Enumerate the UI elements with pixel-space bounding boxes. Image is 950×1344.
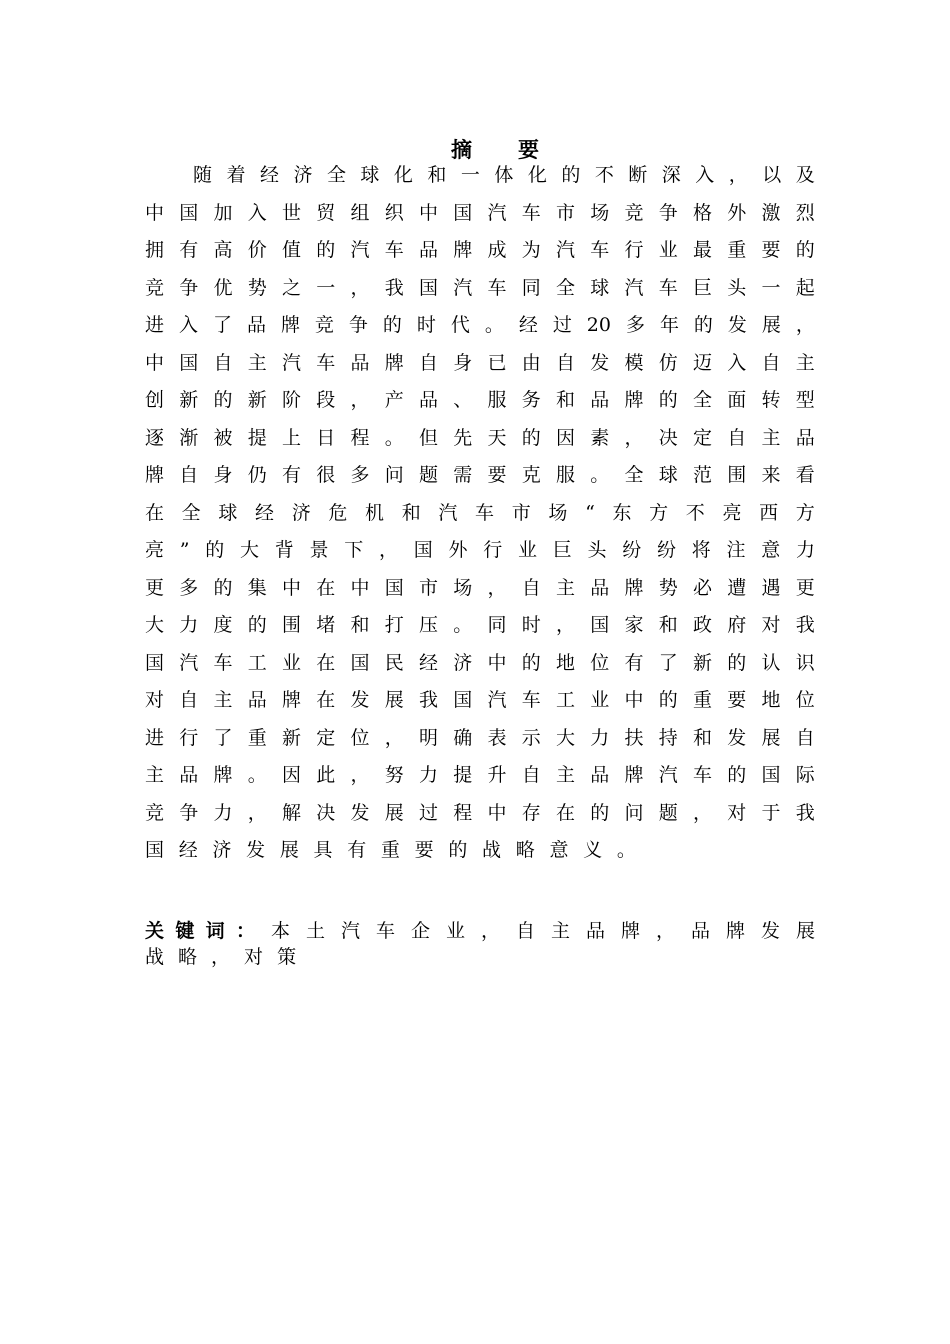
title-char-right: 要 [518,137,539,162]
abstract-line: 中 国 加 入 世 贸 组 织 中 国 汽 车 市 场 竞 争 格 外 激 烈 [145,201,815,224]
abstract-line: 国 经 济 发 展 具 有 重 要 的 战 略 意 义 。 [145,839,636,861]
abstract-line: 牌 自 身 仍 有 很 多 问 题 需 要 克 服 。 全 球 范 围 来 看 [145,464,815,486]
keywords-line-continued: 战 略 ， 对 策 [145,946,297,968]
abstract-line: 对 自 主 品 牌 在 发 展 我 国 汽 车 工 业 中 的 重 要 地 位 [145,689,815,711]
abstract-line: 竞 争 力 ， 解 决 发 展 过 程 中 存 在 的 问 题 ， 对 于 我 [145,801,815,824]
title-char-left: 摘 [451,137,472,162]
abstract-body [145,157,815,870]
abstract-line: 进 入 了 品 牌 竞 争 的 时 代 。 经 过 20 多 年 的 发 展 ， [145,314,815,336]
abstract-line: 随 着 经 济 全 球 化 和 一 体 化 的 不 断 深 入 ， 以 及 [193,164,815,186]
abstract-line: 国 汽 车 工 业 在 国 民 经 济 中 的 地 位 有 了 新 的 认 识 [145,651,815,674]
abstract-line: 大 力 度 的 围 堵 和 打 压 。 同 时 ， 国 家 和 政 府 对 我 [145,614,815,636]
abstract-line: 亮 ” 的 大 背 景 下 ， 国 外 行 业 巨 头 纷 纷 将 注 意 力 [145,539,815,561]
abstract-line: 逐 渐 被 提 上 日 程 。 但 先 天 的 因 素 ， 决 定 自 主 品 [145,426,815,449]
abstract-line: 创 新 的 新 阶 段 ， 产 品 、 服 务 和 品 牌 的 全 面 转 型 [145,389,815,411]
keywords-label: 关 键 词 ： [145,920,255,942]
keywords-line: 关 键 词 ： 本 土 汽 车 企 业 ， 自 主 品 牌 ， 品 牌 发 展 [145,920,815,942]
abstract-line: 进 行 了 重 新 定 位 ， 明 确 表 示 大 力 扶 持 和 发 展 自 [145,726,815,749]
keywords-section [145,918,815,970]
abstract-line: 更 多 的 集 中 在 中 国 市 场 ， 自 主 品 牌 势 必 遭 遇 更 [145,576,815,599]
abstract-line: 竞 争 优 势 之 一 ， 我 国 汽 车 同 全 球 汽 车 巨 头 一 起 [145,276,815,299]
abstract-line: 主 品 牌 。 因 此 ， 努 力 提 升 自 主 品 牌 汽 车 的 国 际 [145,764,815,786]
abstract-line: 拥 有 高 价 值 的 汽 车 品 牌 成 为 汽 车 行 业 最 重 要 的 [145,239,815,261]
abstract-line: 在 全 球 经 济 危 机 和 汽 车 市 场 “ 东 方 不 亮 西 方 [145,501,815,524]
abstract-line: 中 国 自 主 汽 车 品 牌 自 身 已 由 自 发 模 仿 迈 入 自 主 [145,351,815,374]
